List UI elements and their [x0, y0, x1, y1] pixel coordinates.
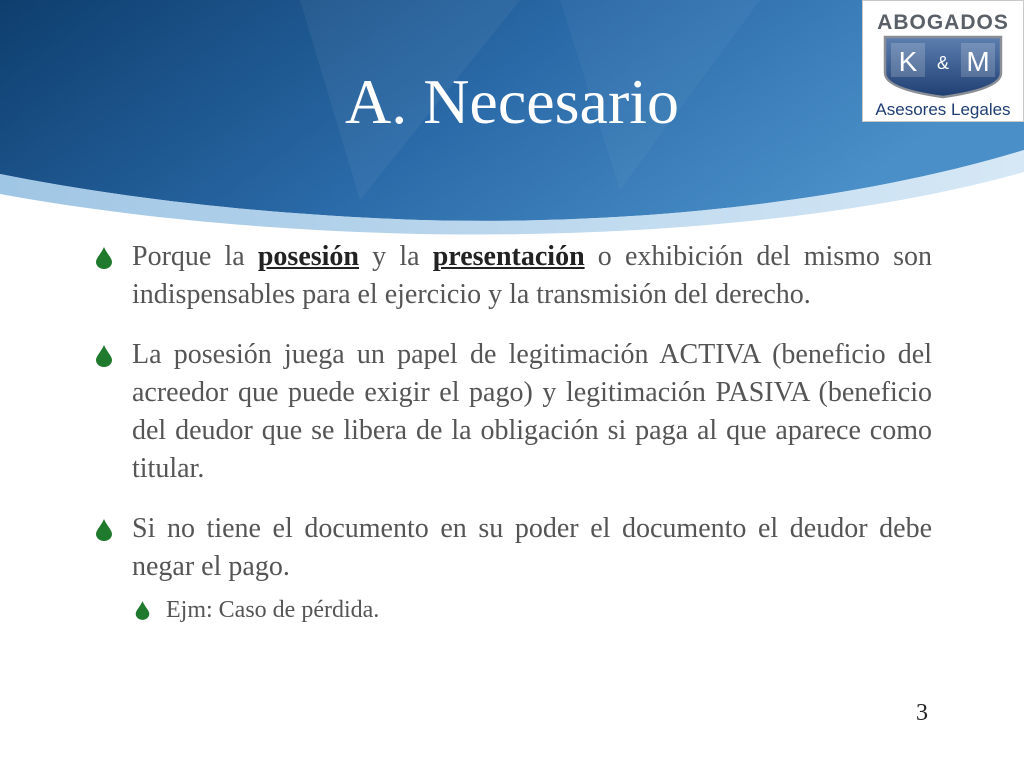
logo-ampersand: &: [936, 53, 950, 73]
logo-subtitle: Asesores Legales: [875, 100, 1011, 119]
bullet-item: [92, 510, 932, 586]
slide-content: [92, 238, 932, 626]
droplet-bullet-icon: [94, 519, 114, 541]
bullet-text-part: o exhibición del mismo son indispensables para el ejercicio y la transmisión del derecho.: [132, 241, 932, 310]
bullet-text: La posesión juega un papel de legitimación ACTIVA (beneficio del acreedor que puede exigir el pago) y legitimación PASIVA (beneficio del deudor que se libera de la obligación si paga al que aparece como titular.: [132, 339, 932, 484]
slide-title: A. Necesario: [344, 66, 680, 137]
bullet-text-part: y la: [359, 241, 433, 272]
logo-letter-k: K: [898, 46, 918, 77]
bullet-item: [92, 336, 932, 488]
page-number: 3: [916, 700, 928, 726]
emphasis-posesion: posesión: [257, 241, 360, 272]
bullet-text: Si no tiene el documento en su poder el documento el deudor debe negar el pago.: [132, 513, 932, 582]
sub-bullet-item: [132, 594, 932, 626]
logo-title: ABOGADOS: [877, 11, 1009, 34]
droplet-bullet-icon: [94, 345, 114, 367]
droplet-bullet-icon: [134, 601, 151, 620]
bullet-text-part: Porque la: [132, 241, 258, 272]
droplet-bullet-icon: [94, 247, 114, 269]
emphasis-presentacion: presentación: [432, 241, 585, 272]
sub-bullet-text: Ejm: Caso de pérdida.: [166, 597, 380, 623]
company-logo: [862, 0, 1024, 122]
logo-letter-m: M: [966, 46, 990, 77]
bullet-item: [92, 238, 932, 314]
